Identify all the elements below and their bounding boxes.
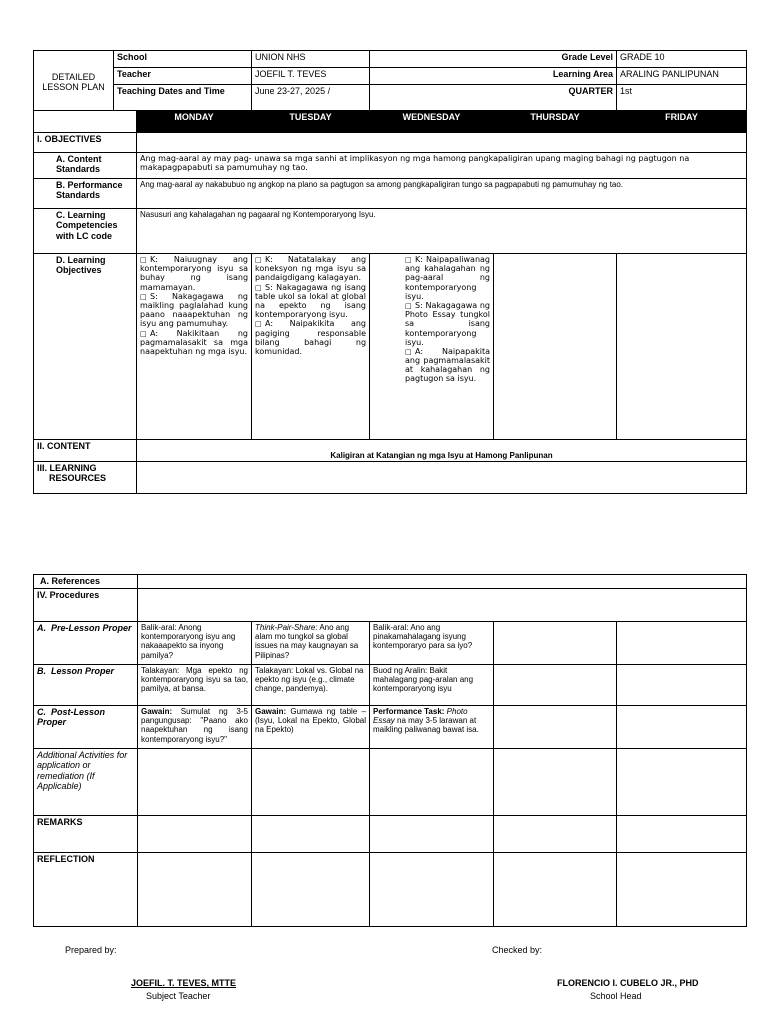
lesson-proper-label xyxy=(34,665,138,706)
quarter-label: QUARTER xyxy=(370,85,617,111)
lesson-proper-thursday xyxy=(494,665,617,706)
doc-title xyxy=(34,51,114,111)
monday-objective-k: K: Naiuugnay ang kontemporaryong isyu sa buhay ng isang mamamayan. xyxy=(140,255,249,292)
objectives-thursday xyxy=(494,254,617,440)
competencies-text: Nasusuri ang kahalagahan ng pagaaral ng Kontemporaryong Isyu. xyxy=(137,209,747,254)
remarks-tuesday xyxy=(252,816,370,853)
grade-label: Grade Level xyxy=(370,51,617,68)
content-standards-label: A. Content Standards xyxy=(34,153,137,179)
reflection-thursday xyxy=(494,853,617,927)
checkbox-symbol: □ xyxy=(405,301,412,310)
day-thursday: THURSDAY xyxy=(494,111,617,133)
lesson-proper-label-text: Lesson Proper xyxy=(51,666,115,676)
post-lesson-monday-text: Sumulat ng 3-5 pangungusap: "Paano ako naapektuhan ng isang kontemporaryong isyu?" xyxy=(141,707,248,744)
reflection-tuesday xyxy=(252,853,370,927)
remarks-label: REMARKS xyxy=(34,816,138,853)
objectives-monday xyxy=(137,254,252,440)
lesson-plan-table-bottom xyxy=(33,574,747,927)
additional-monday xyxy=(138,749,252,816)
remarks-wednesday xyxy=(370,816,494,853)
checkbox-symbol: □ xyxy=(405,347,412,356)
remarks-monday xyxy=(138,816,252,853)
content-label: II. CONTENT xyxy=(34,440,137,462)
performance-standards-text: Ang mag-aaral ay nakabubuo ng angkop na plano sa pagtugon sa among pangkapaligiran tungo sa pagpapabuti ng pamumuhay ng tao. xyxy=(137,179,747,209)
content-standards-text: Ang mag-aaral ay may pag- unawa sa mga sanhi at implikasyon ng mga hamong pangkapaligiran upang maging bahagi ng pagtugon na makapagpapabuti sa pamumuhay ng tao. xyxy=(137,153,747,179)
post-lesson-wednesday-task: Photo Essay xyxy=(373,707,468,726)
monday-objective-s: S: Nakagagawa ng maikling paglalahad kung paano naaapektuhan ng isyu ang pamumuhay. xyxy=(140,291,249,329)
teacher-value: JOEFIL T. TEVES xyxy=(252,68,370,85)
pre-lesson-label-text: Pre-Lesson Proper xyxy=(51,623,132,633)
reflection-friday xyxy=(617,853,747,927)
checkbox-symbol: □ xyxy=(255,320,262,329)
pre-lesson-letter: A. xyxy=(37,623,46,633)
prepared-by-label: Prepared by: xyxy=(65,945,117,955)
tuesday-objective-s: S: Nakagagawa ng isang table ukol sa lokal at global na epekto ng isang kontemporaryong isyu. xyxy=(255,282,367,320)
checkbox-symbol: □ xyxy=(255,256,262,264)
day-friday: FRIDAY xyxy=(617,111,747,133)
wednesday-objective-a: A: Naipapakita ang pagmamalasakit at kahalagahan ng pagtugon sa isyu. xyxy=(405,346,491,384)
reflection-wednesday xyxy=(370,853,494,927)
school-value: UNION NHS xyxy=(252,51,370,68)
preparer-role: Subject Teacher xyxy=(146,991,211,1001)
checkbox-symbol: □ xyxy=(140,329,147,338)
lesson-proper-tuesday: Talakayan: Lokal vs. Global na epekto ng isyu (e.g., climate change, pandemya). xyxy=(252,665,370,706)
learning-resources-value xyxy=(137,462,747,494)
tuesday-objective-k: K: Natatalakay ang koneksyon ng mga isyu sa pandaigdigang kalagayan. xyxy=(255,255,367,283)
procedures-label: IV. Procedures xyxy=(34,589,138,622)
remarks-thursday xyxy=(494,816,617,853)
post-lesson-monday-heading: Gawain: xyxy=(141,707,173,716)
pre-lesson-tuesday xyxy=(252,622,370,665)
objectives-tuesday xyxy=(252,254,370,440)
content-text: Kaligiran at Katangian ng mga Isyu at Hamong Panlipunan xyxy=(137,440,747,462)
pre-lesson-tuesday-activity: Think-Pair-Share: xyxy=(255,623,318,632)
checkbox-symbol: □ xyxy=(140,292,147,301)
day-monday: MONDAY xyxy=(137,111,252,133)
checkbox-symbol: □ xyxy=(405,256,412,264)
dates-label: Teaching Dates and Time xyxy=(114,85,252,111)
post-lesson-wednesday-heading: Performance Task: xyxy=(373,707,445,716)
post-lesson-letter: C. xyxy=(37,707,46,717)
teacher-label: Teacher xyxy=(114,68,252,85)
grade-value: GRADE 10 xyxy=(617,51,747,68)
pre-lesson-tuesday-text: Ano ang alam mo tungkol sa global issues na may kaugnayan sa Pilipinas? xyxy=(255,623,359,660)
post-lesson-label-text: Post-Lesson Proper xyxy=(37,707,106,728)
references-value xyxy=(138,575,747,589)
reflection-label: REFLECTION xyxy=(34,853,138,927)
post-lesson-tuesday xyxy=(252,706,370,749)
pre-lesson-wednesday: Balik-aral: Ano ang pinakamahalagang isyung kontemporaryo para sa iyo? xyxy=(370,622,494,665)
quarter-value: 1st xyxy=(617,85,747,111)
checked-by-label: Checked by: xyxy=(492,945,543,955)
additional-wednesday xyxy=(370,749,494,816)
objectives-wednesday xyxy=(370,254,494,440)
area-label: Learning Area xyxy=(370,68,617,85)
checker-name: FLORENCIO I. CUBELO JR., PHD xyxy=(557,978,699,988)
tuesday-objective-a: A: Naipakikita ang pagiging responsable bilang bahagi ng komunidad. xyxy=(255,319,367,356)
area-value: ARALING PANLIPUNAN xyxy=(617,68,747,85)
wednesday-objective-s: S: Nakagagawa ng Photo Essay tungkol sa isang kontemporaryong isyu. xyxy=(405,300,491,347)
procedures-value xyxy=(138,589,747,622)
lesson-proper-wednesday: Buod ng Aralin: Bakit mahalagang pag-aralan ang kontemporaryong isyu xyxy=(370,665,494,706)
reflection-monday xyxy=(138,853,252,927)
preparer-name: JOEFIL. T. TEVES, MTTE xyxy=(131,978,237,988)
lesson-proper-friday xyxy=(617,665,747,706)
remarks-friday xyxy=(617,816,747,853)
pre-lesson-monday: Balik-aral: Anong kontemporaryong isyu ang nakaaapekto sa inyong pamilya? xyxy=(138,622,252,665)
additional-thursday xyxy=(494,749,617,816)
additional-tuesday xyxy=(252,749,370,816)
school-label: School xyxy=(114,51,252,68)
objectives-friday xyxy=(617,254,747,440)
learning-resources-line1: III. LEARNING xyxy=(37,463,97,473)
competencies-label: C. Learning Competencies with LC code xyxy=(34,209,137,254)
checkbox-symbol: □ xyxy=(140,256,147,264)
additional-activities-label: Additional Activities for application or remediation (If Applicable) xyxy=(34,749,138,816)
learning-resources-label xyxy=(34,462,137,494)
day-tuesday: TUESDAY xyxy=(252,111,370,133)
learning-resources-line2: RESOURCES xyxy=(49,473,107,484)
wednesday-objective-k: K: Naipapaliwanag ang kahalagahan ng pag-aaral ng kontemporaryong isyu. xyxy=(405,255,491,301)
references-label: A. References xyxy=(34,575,138,589)
doc-title-line2: LESSON PLAN xyxy=(42,82,105,92)
post-lesson-tuesday-heading: Gawain: xyxy=(255,707,287,716)
lesson-proper-monday: Talakayan: Mga epekto ng kontemporaryong isyu sa tao, pamilya, at bansa. xyxy=(138,665,252,706)
checker-role: School Head xyxy=(590,991,642,1001)
post-lesson-wednesday xyxy=(370,706,494,749)
pre-lesson-friday xyxy=(617,622,747,665)
post-lesson-thursday xyxy=(494,706,617,749)
day-header-blank xyxy=(34,111,137,133)
objectives-heading-blank xyxy=(137,133,747,153)
learning-objectives-label: D. Learning Objectives xyxy=(34,254,137,440)
performance-standards-label: B. Performance Standards xyxy=(34,179,137,209)
post-lesson-monday xyxy=(138,706,252,749)
additional-friday xyxy=(617,749,747,816)
dates-value: June 23-27, 2025 / xyxy=(252,85,370,111)
doc-title-line1: DETAILED xyxy=(51,71,96,82)
objectives-heading: I. OBJECTIVES xyxy=(34,133,137,153)
post-lesson-label xyxy=(34,706,138,749)
lesson-proper-letter: B. xyxy=(37,666,46,676)
post-lesson-tuesday-text: Gumawa ng table – (Isyu, Lokal na Epekto, Global na Epekto) xyxy=(255,707,366,735)
lesson-plan-table-top xyxy=(33,50,747,494)
pre-lesson-label xyxy=(34,622,138,665)
post-lesson-wednesday-text: na may 3-5 larawan at maikling paliwanag bawat isa. xyxy=(373,716,479,735)
post-lesson-friday xyxy=(617,706,747,749)
day-wednesday: WEDNESDAY xyxy=(370,111,494,133)
pre-lesson-thursday xyxy=(494,622,617,665)
checkbox-symbol: □ xyxy=(255,283,262,292)
monday-objective-a: A: Nakikitaan ng pagmamalasakit sa mga naapektuhan ng mga isyu. xyxy=(140,328,249,356)
